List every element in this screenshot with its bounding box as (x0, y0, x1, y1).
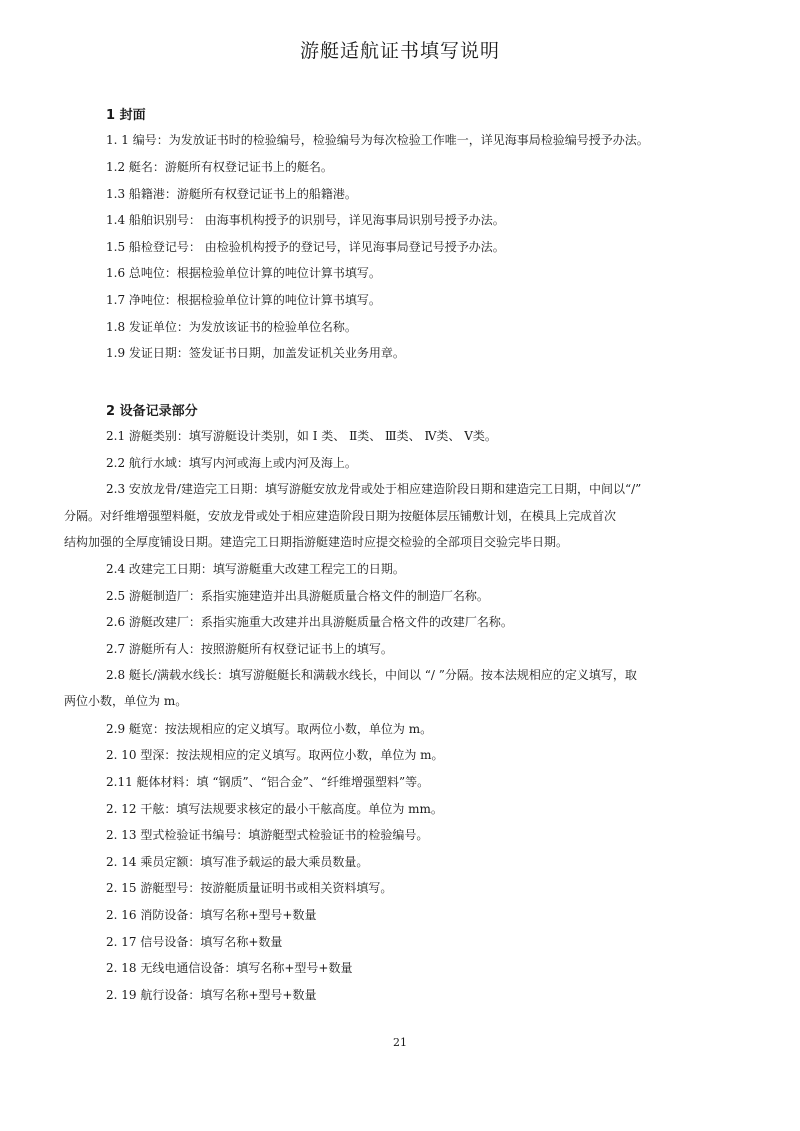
paragraph-line: 2. 16 消防设备：填写名称+型号+数量 (106, 908, 317, 922)
paragraph-line: 1.6 总吨位：根据检验单位计算的吨位计算书填写。 (106, 266, 381, 280)
paragraph-line: 2. 19 航行设备：填写名称+型号+数量 (106, 988, 317, 1002)
paragraph-line: 1.3 船籍港：游艇所有权登记证书上的船籍港。 (106, 187, 357, 201)
paragraph-line: 2. 10 型深：按法规相应的定义填写。取两位小数，单位为 m。 (106, 748, 444, 762)
paragraph-line: 两位小数，单位为 m。 (64, 694, 188, 708)
paragraph-line: 2. 18 无线电通信设备：填写名称+型号+数量 (106, 961, 353, 975)
paragraph-line: 2.2 航行水域：填写内河或海上或内河及海上。 (106, 456, 357, 470)
paragraph-line: 1.4 船舶识别号： 由海事机构授予的识别号，详见海事局识别号授予办法。 (106, 213, 505, 227)
paragraph-line: 1.8 发证单位：为发放该证书的检验单位名称。 (106, 320, 357, 334)
paragraph-line: 2. 17 信号设备：填写名称+数量 (106, 935, 283, 949)
paragraph-line: 结构加强的全厚度铺设日期。建造完工日期指游艇建造时应提交检验的全部项目交验完毕日期。 (64, 535, 569, 549)
section-1-heading: 1 封面 (106, 108, 146, 123)
paragraph-line: 分隔。对纤维增强塑料艇，安放龙骨或处于相应建造阶段日期为按艇体层压铺敷计划，在模具上完成首次 (64, 509, 617, 523)
paragraph-line: 2.5 游艇制造厂：系指实施建造并出具游艇质量合格文件的制造厂名称。 (106, 589, 489, 603)
paragraph-line: 1.7 净吨位：根据检验单位计算的吨位计算书填写。 (106, 293, 381, 307)
paragraph-line: 2.3 安放龙骨/建造完工日期：填写游艇安放龙骨或处于相应建造阶段日期和建造完工日期，中间以“/” (106, 482, 642, 496)
paragraph-line: 2.8 艇长/满载水线长：填写游艇艇长和满载水线长，中间以 “/ ”分隔。按本法规相应的定义填写，取 (106, 668, 637, 682)
paragraph-line: 2.1 游艇类别：填写游艇设计类别，如 Ⅰ 类、 Ⅱ类、 Ⅲ类、 Ⅳ类、 Ⅴ类。 (106, 429, 497, 443)
page-number: 21 (393, 1036, 407, 1049)
paragraph-line: 2.9 艇宽：按法规相应的定义填写。取两位小数，单位为 m。 (106, 722, 433, 736)
paragraph-line: 2. 12 干舷：填写法规要求核定的最小干舷高度。单位为 mm。 (106, 802, 443, 816)
paragraph-line: 1.5 船检登记号： 由检验机构授予的登记号，详见海事局登记号授予办法。 (106, 240, 505, 254)
paragraph-line: 2.7 游艇所有人：按照游艇所有权登记证书上的填写。 (106, 642, 393, 656)
paragraph-line: 2.11 艇体材料：填 “钢质”、“铝合金”、“纤维增强塑料”等。 (106, 775, 430, 789)
paragraph-line: 2. 13 型式检验证书编号：填游艇型式检验证书的检验编号。 (106, 828, 429, 842)
paragraph-line: 1.9 发证日期：签发证书日期，加盖发证机关业务用章。 (106, 346, 405, 360)
paragraph-line: 1.2 艇名：游艇所有权登记证书上的艇名。 (106, 160, 333, 174)
page-title: 游艇适航证书填写说明 (299, 40, 500, 62)
paragraph-line: 1. 1 编号：为发放证书时的检验编号，检验编号为每次检验工作唯一，详见海事局检验编号授予办法。 (106, 133, 649, 147)
paragraph-line: 2.6 游艇改建厂：系指实施重大改建并出具游艇质量合格文件的改建厂名称。 (106, 615, 513, 629)
section-2-heading: 2 设备记录部分 (106, 404, 198, 419)
paragraph-line: 2. 14 乘员定额：填写准予载运的最大乘员数量。 (106, 855, 369, 869)
paragraph-line: 2. 15 游艇型号：按游艇质量证明书或相关资料填写。 (106, 881, 393, 895)
paragraph-line: 2.4 改建完工日期：填写游艇重大改建工程完工的日期。 (106, 562, 405, 576)
